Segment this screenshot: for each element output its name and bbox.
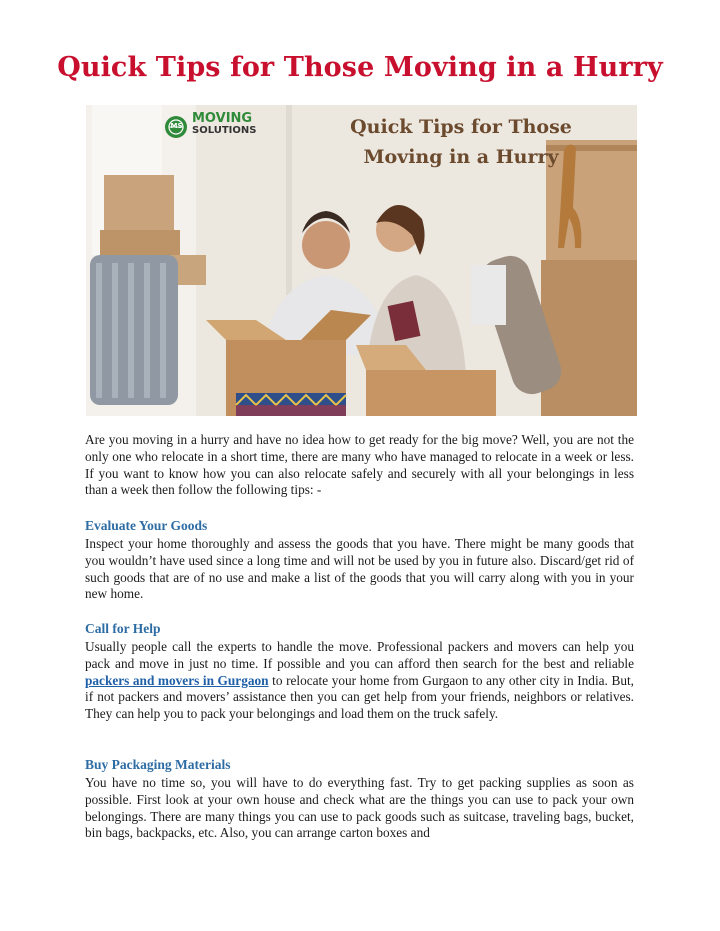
logo	[192, 113, 256, 137]
hero-image	[86, 105, 637, 416]
section-body-evaluate: Inspect your home thoroughly and assess the goods that you have. There might be many goods that you wouldn’t have used since a long time and will not be used by you in future also. Discard/get rid of such goods that are of no use and make a list of the goods that you will carry along with you in your new home.	[85, 536, 634, 602]
logo-line-1: MOVING	[192, 111, 253, 126]
page-title: Quick Tips for Those Moving in a Hurry	[57, 52, 663, 83]
section-body-packaging: You have no time so, you will have to do everything fast. Try to get packing supplies as soon as possible. First look at your own house and check what are the things you can use to pack your own belongings. There are many things you can use to pack goods such as suitcase, traveling bags, bucket, bin bags, backpacks, etc. Also, you can arrange carton boxes and	[85, 775, 634, 841]
hero-overlay-line-1: Quick Tips for Those	[350, 116, 572, 138]
section-heading-call-for-help: Call for Help	[85, 621, 161, 636]
intro-paragraph: Are you moving in a hurry and have no idea how to get ready for the big move? Well, you are not the only one who relocate in a short time, there are many who have managed to relocate in a week or less. If you want to know how you can also relocate safely and securely with all your belongings in less than a week then follow the following tips: -	[85, 432, 634, 498]
call-help-text-after: to relocate your home from Gurgaon to any other city in India. But, if not packers and movers’ assistance then you can get help from your friends, neighbors or relatives. They can help you to pack your belongings and load them on the truck safely.	[85, 672, 634, 722]
hero-overlay-line-2: Moving in a Hurry	[363, 146, 559, 168]
section-body-call-for-help	[85, 639, 634, 723]
hero-overlay-text	[331, 112, 591, 172]
logo-badge: MS	[170, 122, 183, 130]
packers-movers-gurgaon-link[interactable]: packers and movers in Gurgaon	[85, 672, 269, 688]
logo-line-2: SOLUTIONS	[192, 125, 257, 136]
call-help-text-before: Usually people call the experts to handle the move. Professional packers and movers can help you pack and move in just no time. If possible and you can afford then search for the best and reliable	[85, 639, 634, 671]
section-heading-packaging: Buy Packaging Materials	[85, 757, 231, 772]
section-heading-evaluate: Evaluate Your Goods	[85, 518, 208, 533]
